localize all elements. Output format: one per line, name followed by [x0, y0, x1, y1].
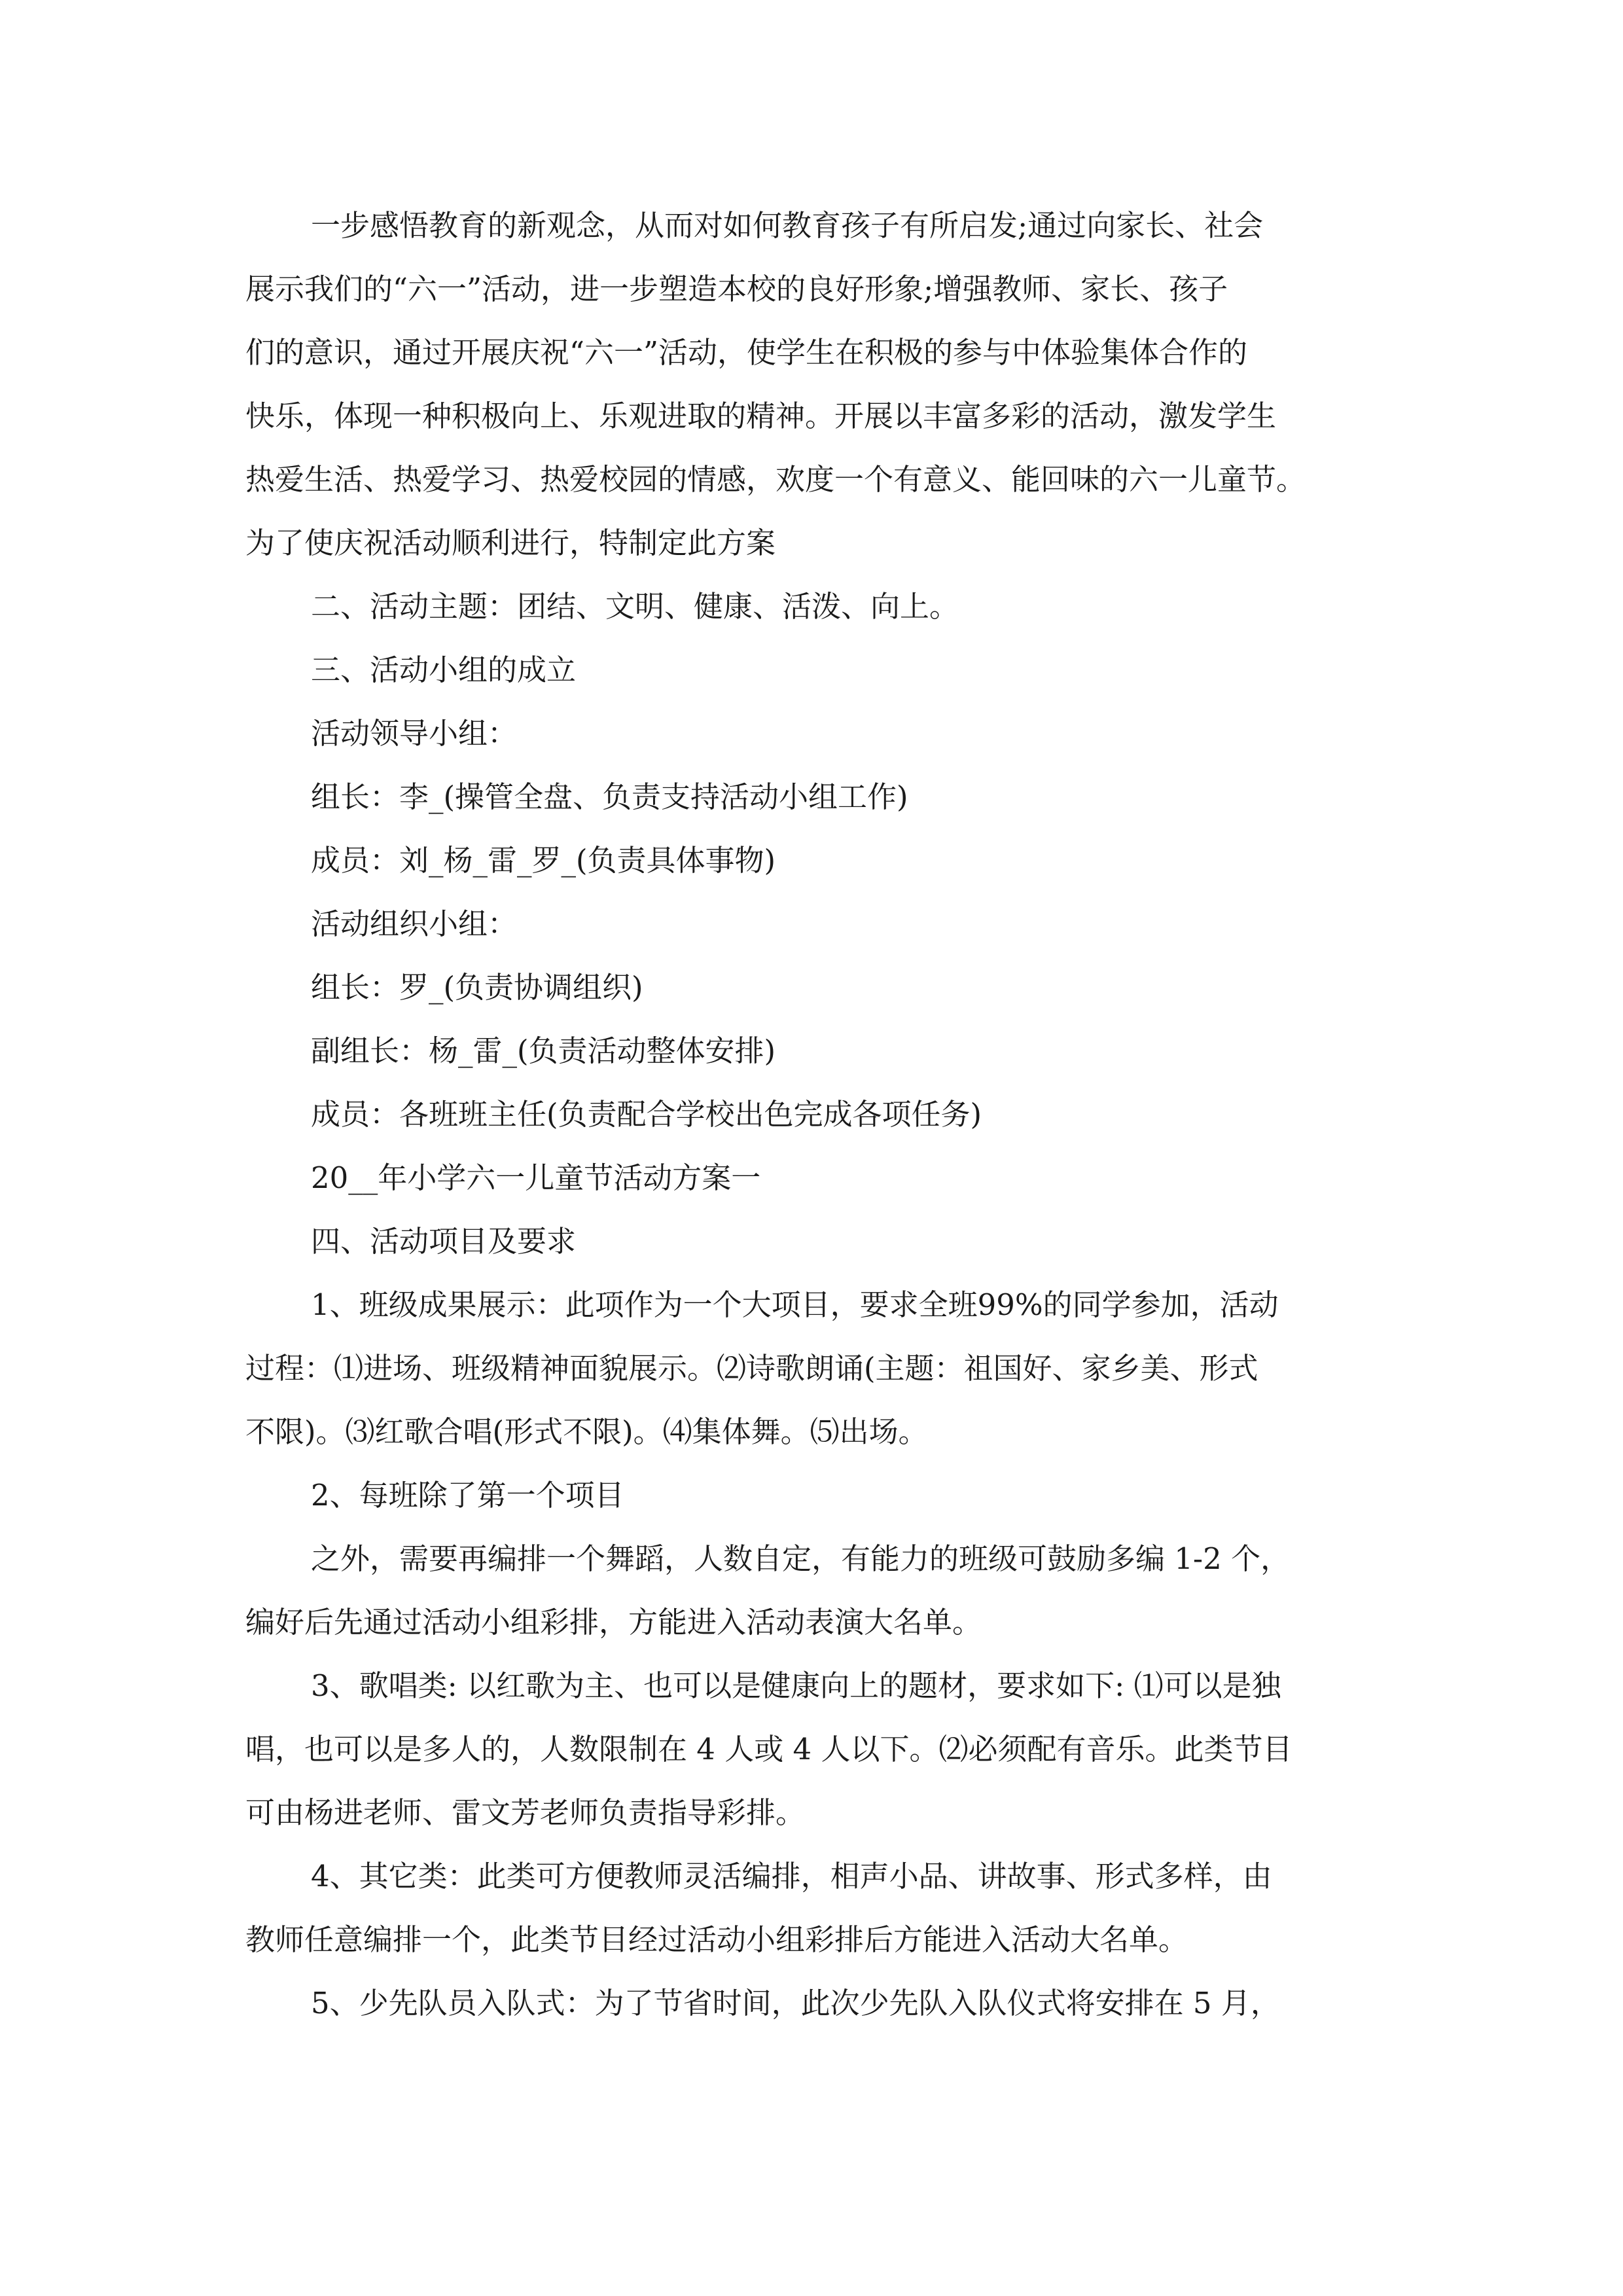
- text-line: 一步感悟教育的新观念，从而对如何教育孩子有所启发;通过向家长、社会: [311, 208, 1264, 243]
- text-line: 成员：各班班主任(负责配合学校出色完成各项任务): [311, 1097, 982, 1132]
- text-line: 快乐，体现一种积极向上、乐观进取的精神。开展以丰富多彩的活动，激发学生: [245, 399, 1277, 433]
- text-line: 编好后先通过活动小组彩排，方能进入活动表演大名单。: [245, 1605, 982, 1640]
- text-line: 5、少先队员入队式：为了节省时间，此次少先队入队仪式将安排在 5 月，: [311, 1986, 1280, 2020]
- text-line: 成员：刘_杨_雷_罗_(负责具体事物): [311, 843, 776, 878]
- text-line: 1、班级成果展示：此项作为一个大项目，要求全班99%的同学参加，活动: [311, 1287, 1279, 1322]
- text-line: 可由杨进老师、雷文芳老师负责指导彩排。: [245, 1795, 806, 1830]
- text-line: 活动组织小组：: [311, 906, 518, 941]
- text-line: 们的意识，通过开展庆祝“六一”活动，使学生在积极的参与中体验集体合作的: [245, 335, 1248, 370]
- text-line: 4、其它类：此类可方便教师灵活编排，相声小品、讲故事、形式多样，由: [311, 1859, 1272, 1893]
- text-line: 教师任意编排一个，此类节目经过活动小组彩排后方能进入活动大名单。: [245, 1922, 1188, 1957]
- text-line: 展示我们的“六一”活动，进一步塑造本校的良好形象;增强教师、家长、孩子: [245, 272, 1228, 306]
- text-line: 副组长：杨_雷_(负责活动整体安排): [311, 1033, 776, 1068]
- text-line: 四、活动项目及要求: [311, 1224, 577, 1259]
- text-line: 二、活动主题：团结、文明、健康、活泼、向上。: [311, 589, 959, 624]
- text-line: 过程：⑴进场、班级精神面貌展示。⑵诗歌朗诵(主题：祖国好、家乡美、形式: [245, 1351, 1258, 1386]
- text-line: 2、每班除了第一个项目: [311, 1478, 624, 1513]
- text-line: 组长：李_(操管全盘、负责支持活动小组工作): [311, 780, 908, 814]
- document-body: [245, 194, 1381, 2035]
- text-line: 为了使庆祝活动顺利进行，特制定此方案: [245, 526, 776, 560]
- text-line: 20__年小学六一儿童节活动方案一: [311, 1160, 761, 1195]
- text-line: 之外，需要再编排一个舞蹈，人数自定，有能力的班级可鼓励多编 1-2 个，: [311, 1541, 1291, 1576]
- text-line: 唱，也可以是多人的，人数限制在 4 人或 4 人以下。⑵必须配有音乐。此类节目: [245, 1732, 1293, 1767]
- text-line: 活动领导小组：: [311, 716, 518, 751]
- text-line: 组长：罗_(负责协调组织): [311, 970, 643, 1005]
- text-line: 不限)。⑶红歌合唱(形式不限)。⑷集体舞。⑸出场。: [245, 1414, 928, 1449]
- text-line: 3、歌唱类: 以红歌为主、也可以是健康向上的题材，要求如下: ⑴可以是独: [311, 1668, 1281, 1703]
- text-line: 三、活动小组的成立: [311, 653, 577, 687]
- text-line: 热爱生活、热爱学习、热爱校园的情感，欢度一个有意义、能回味的六一儿童节。: [245, 462, 1306, 497]
